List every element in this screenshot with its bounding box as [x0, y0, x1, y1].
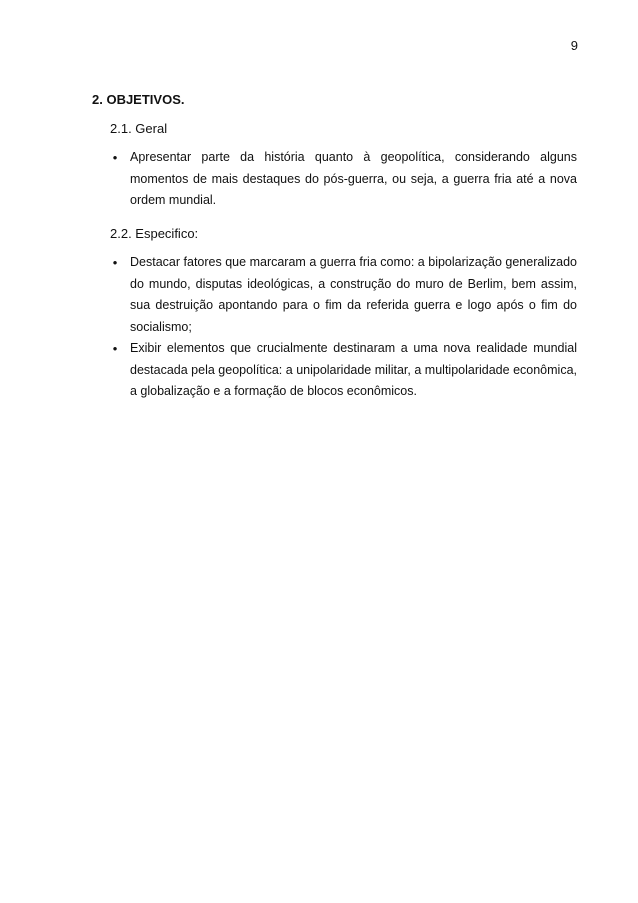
list-item: [110, 338, 577, 403]
page-number: 9: [570, 38, 578, 53]
list-item-text: Apresentar parte da história quanto à geopolítica, considerando alguns momentos de mais destaques do pós-guerra, ou seja, a guerra fria até a nova ordem mundial.: [130, 150, 577, 207]
section-title: 2. OBJETIVOS.: [92, 92, 185, 107]
list-item: [110, 252, 577, 338]
bullet-icon: •: [112, 255, 118, 270]
subheading-geral: 2.1. Geral: [110, 121, 168, 136]
bullet-icon: •: [112, 150, 118, 165]
subheading-especifico: 2.2. Especifico:: [110, 226, 199, 241]
list-item-text: Destacar fatores que marcaram a guerra fria como: a bipolarização generalizado do mundo, disputas ideológicas, a construção do muro de Berlim, bem assim, sua destruição apontando para o fim da referida guerra e logo após o fim do socialismo;: [130, 255, 577, 334]
bullet-icon: •: [112, 341, 118, 356]
list-item: [110, 147, 577, 212]
objectives-general-list: [110, 147, 577, 212]
objectives-specific-list: [110, 252, 577, 403]
list-item-text: Exibir elementos que crucialmente destinaram a uma nova realidade mundial destacada pela geopolítica: a unipolaridade militar, a multipolaridade econômica, a globalização e a formação de blocos econômicos.: [130, 341, 577, 398]
